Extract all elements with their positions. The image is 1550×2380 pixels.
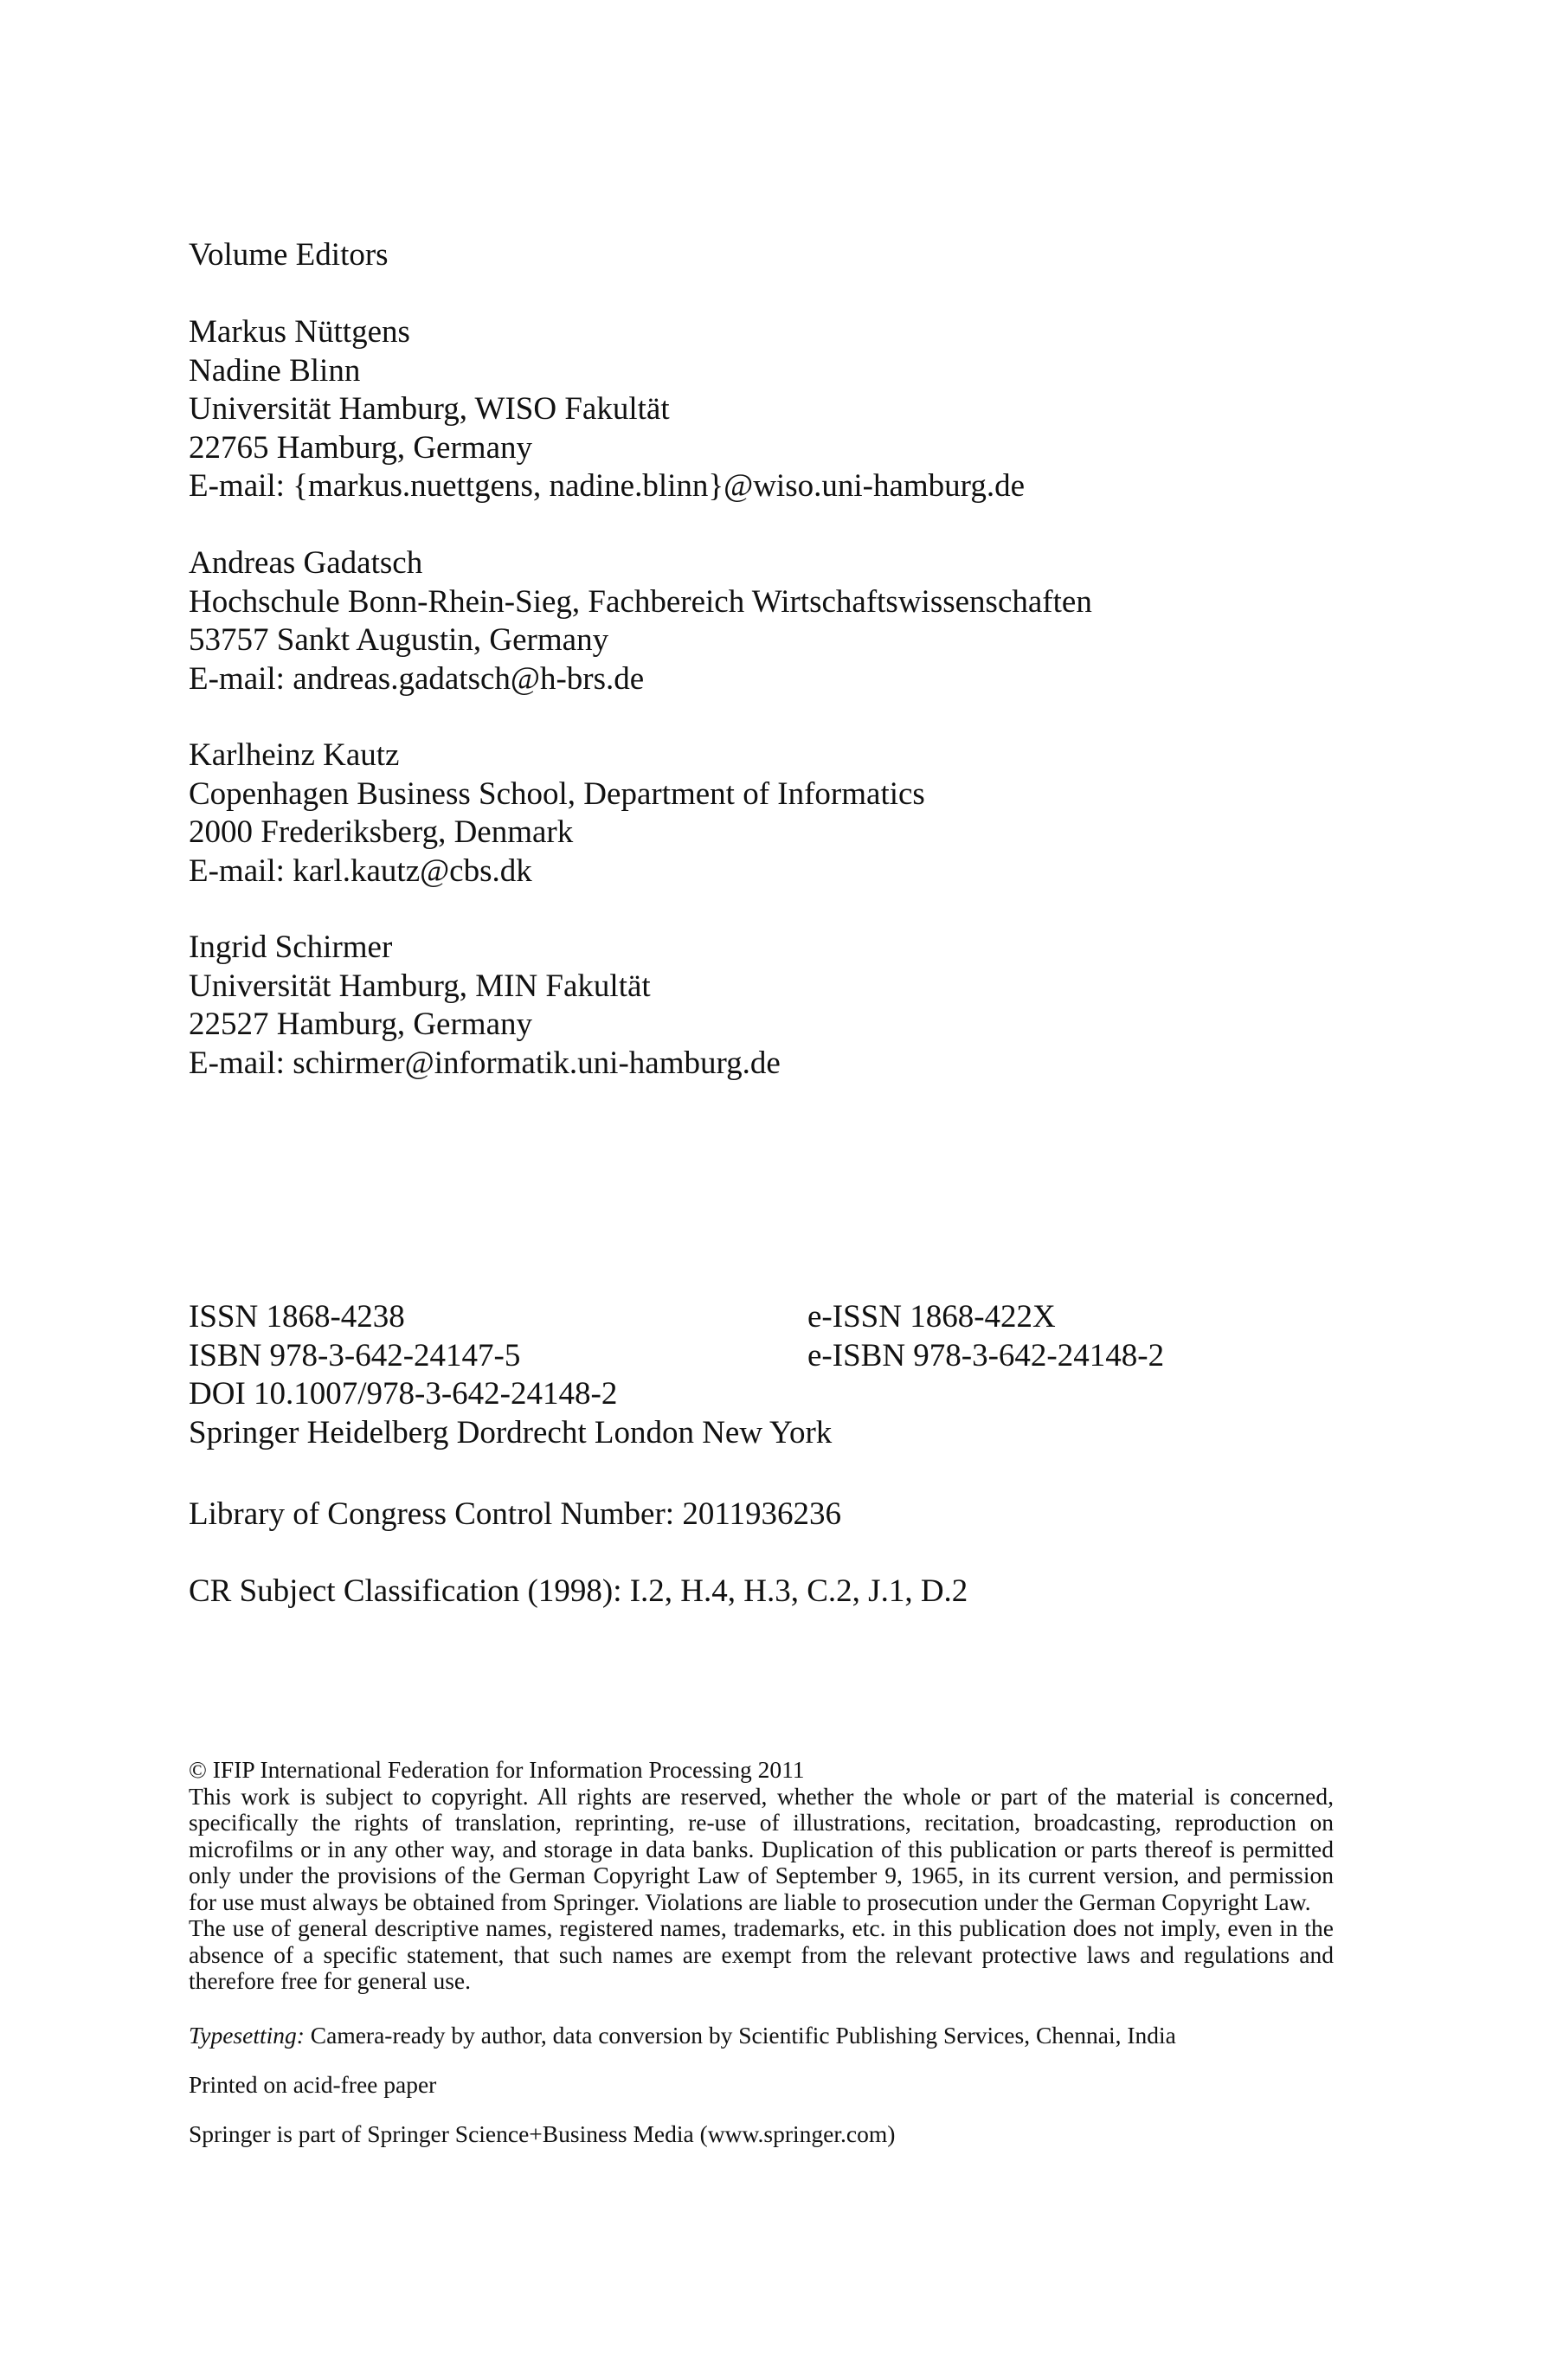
loc-control-number-text: Library of Congress Control Number: 2011936236 xyxy=(189,1496,841,1532)
editor-affiliation: Copenhagen Business School, Department of Informatics xyxy=(189,775,925,812)
editor-affiliation: Universität Hamburg, MIN Fakultät xyxy=(189,968,651,1004)
typesetting-line xyxy=(189,2023,1334,2049)
editor-name: Andreas Gadatsch xyxy=(189,545,423,581)
editor-group-kautz xyxy=(189,737,925,891)
cr-classification xyxy=(189,1573,968,1611)
editor-email: E-mail: schirmer@informatik.uni-hamburg.de xyxy=(189,1045,781,1081)
editor-name: Markus Nüttgens xyxy=(189,314,410,350)
copyright-paragraph: This work is subject to copyright. All rights are reserved, whether the whole or part of the material is concerned, specifically the rights of translation, reprinting, re-use of illustrations, recitation, broadcasting, reproduction on microfilms or in any other way, and storage in data banks. Duplication of this publication or parts thereof is permitted only under the provisions of the German Copyright Law of September 9, 1965, in its current version, and permission for use must always be obtained from Springer. Violations are liable to prosecution under the German Copyright Law. xyxy=(189,1782,1334,1915)
editor-email: E-mail: {markus.nuettgens, nadine.blinn}@wiso.uni-hamburg.de xyxy=(189,468,1025,504)
typesetting-label: Typesetting: xyxy=(189,2022,305,2049)
editor-address: 22765 Hamburg, Germany xyxy=(189,429,532,466)
cr-classification-text: CR Subject Classification (1998): I.2, H.4, H.3, C.2, J.1, D.2 xyxy=(189,1573,968,1609)
editor-group-nuettgens-blinn xyxy=(189,313,1025,506)
springer-text: Springer is part of Springer Science+Business Media (www.springer.com) xyxy=(189,2120,896,2147)
copyright-section xyxy=(189,1757,1334,1995)
doi: DOI 10.1007/978-3-642-24148-2 xyxy=(189,1376,618,1412)
editor-name: Nadine Blinn xyxy=(189,352,361,389)
editor-group-gadatsch xyxy=(189,544,1092,698)
editor-group-schirmer xyxy=(189,929,781,1083)
springer-line xyxy=(189,2121,1334,2148)
editor-address: 2000 Frederiksberg, Denmark xyxy=(189,814,574,850)
editor-address: 22527 Hamburg, Germany xyxy=(189,1007,532,1042)
editor-affiliation: Hochschule Bonn-Rhein-Sieg, Fachbereich Wirtschaftswissenschaften xyxy=(189,583,1092,620)
issn: ISSN 1868-4238 xyxy=(189,1299,405,1335)
printed-text: Printed on acid-free paper xyxy=(189,2071,437,2098)
editor-email: E-mail: andreas.gadatsch@h-brs.de xyxy=(189,660,645,697)
publisher-cities: Springer Heidelberg Dordrecht London New York xyxy=(189,1414,833,1451)
loc-control-number xyxy=(189,1496,841,1534)
volume-editors-heading xyxy=(189,236,389,275)
e-issn: e-ISSN 1868-422X xyxy=(807,1299,1056,1335)
editor-affiliation: Universität Hamburg, WISO Fakultät xyxy=(189,391,670,427)
editor-email: E-mail: karl.kautz@cbs.dk xyxy=(189,852,532,889)
editor-name: Ingrid Schirmer xyxy=(189,929,393,965)
typesetting-text: Camera-ready by author, data conversion by Scientific Publishing Services, Chennai, India xyxy=(304,2022,1176,2049)
e-isbn: e-ISBN 978-3-642-24148-2 xyxy=(807,1337,1165,1373)
isbn: ISBN 978-3-642-24147-5 xyxy=(189,1337,521,1373)
trademark-paragraph: The use of general descriptive names, registered names, trademarks, etc. in this publication does not imply, even in the absence of a specific statement, that such names are exempt from the relevant protective laws and regulations and therefore free for general use. xyxy=(189,1914,1334,1994)
editor-name: Karlheinz Kautz xyxy=(189,737,400,773)
copyright-notice: © IFIP International Federation for Information Processing 2011 xyxy=(189,1756,805,1783)
heading-text: Volume Editors xyxy=(189,237,389,273)
printed-line xyxy=(189,2072,1334,2099)
editor-address: 53757 Sankt Augustin, Germany xyxy=(189,622,609,658)
